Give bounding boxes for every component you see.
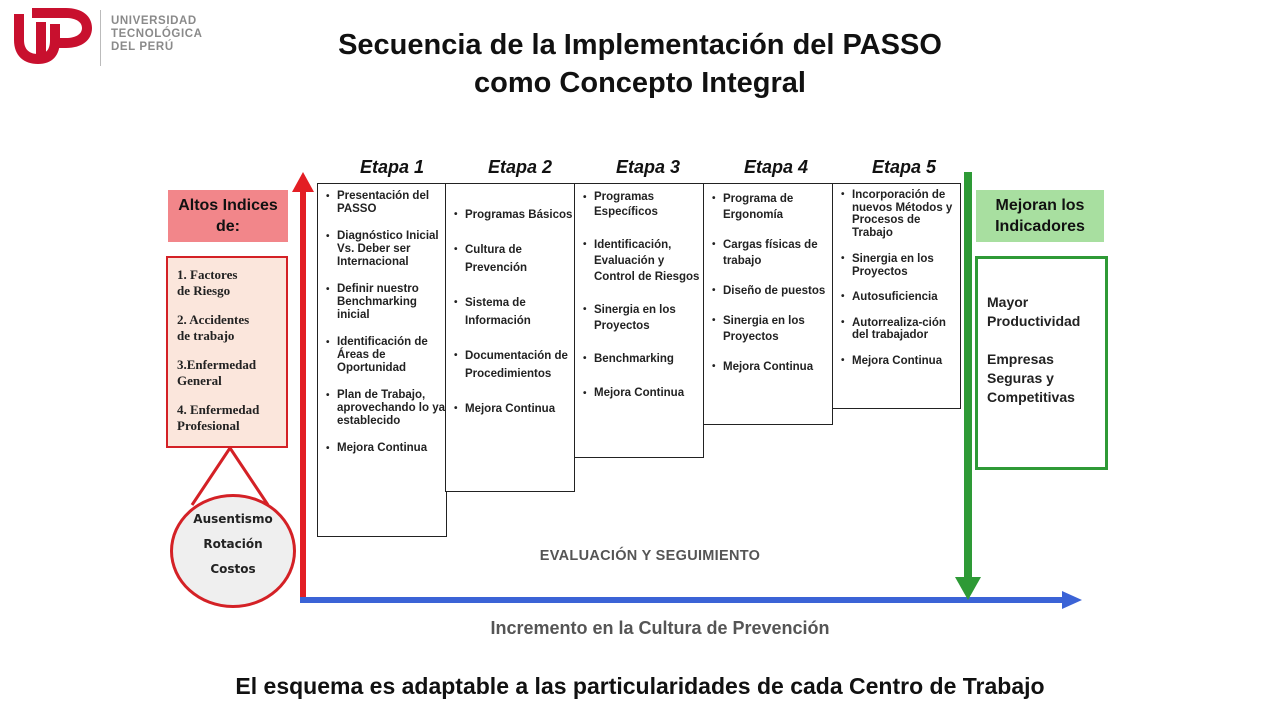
stage-5-box [832,183,961,409]
stage-3-item: • Programas Específicos [583,190,703,220]
stage-1-item: • Plan de Trabajo, aprovechando lo ya establecido [326,389,446,428]
evaluation-label: EVALUACIÓN Y SEGUIMIENTO [539,548,761,564]
stage-4-item: • Mejora Continua [712,359,832,375]
high-indices-header: Altos Indices de: [168,190,288,242]
stage-5-item: • Mejora Continua [841,355,960,368]
green-vertical-arrow-shaft [964,172,972,580]
stage-4-box [703,183,833,425]
stage-1-item: • Identificación de Áreas de Oportunidad [326,336,446,375]
stage-1-item: • Presentación del PASSO [326,190,446,216]
title-line-1: Secuencia de la Implementación del PASSO [338,29,942,61]
stage-1-item: • Definir nuestro Benchmarking inicial [326,283,446,322]
title-line-2: como Concepto Integral [474,67,806,99]
stage-1-header: Etapa 1 [359,157,425,177]
stage-5-header: Etapa 5 [871,157,937,177]
improve-indicators-header: Mejoran los Indicadores [976,190,1104,242]
results-box [975,256,1108,470]
red-arrow-head-icon [292,172,314,192]
red-vertical-arrow-shaft [300,190,306,600]
stage-3-item: • Sinergia en los Proyectos [583,302,703,334]
stage-5-item: • Incorporación de nuevos Métodos y Procesos de Trabajo [841,189,960,239]
stage-1-box [317,183,447,537]
blue-horizontal-arrow-shaft [300,597,1066,603]
stage-1-item: • Mejora Continua [326,442,446,455]
stage-2-item: • Documentación de Procedimientos [454,347,574,383]
stage-3-item: • Benchmarking [583,351,703,367]
factor-item: 4. Enfermedad Profesional [177,402,260,433]
stage-5-item: • Autosuficiencia [841,291,960,304]
stage-3-header: Etapa 3 [615,157,681,177]
stage-4-item: • Programa de Ergonomía [712,191,832,223]
consequence-item: Ausentismo [193,512,273,526]
stage-2-item: • Programas Básicos [454,206,574,224]
stage-4-item: • Cargas físicas de trabajo [712,237,832,269]
axis-label: Incremento en la Cultura de Prevención [490,618,830,638]
result-item: Mayor Productividad [987,294,1081,329]
factor-item: 2. Accidentes de trabajo [177,312,250,343]
consequence-item: Costos [210,562,256,576]
stage-2-box [445,183,575,492]
green-arrow-head-icon [955,577,981,600]
consequence-item: Rotación [203,537,263,551]
factor-item: 1. Factores de Riesgo [177,267,238,298]
result-item: Empresas Seguras y Competitivas [987,351,1075,405]
stage-2-item: • Sistema de Información [454,294,574,330]
stage-5-item: • Sinergia en los Proyectos [841,253,960,278]
stage-2-item: • Mejora Continua [454,400,574,418]
stage-4-item: • Sinergia en los Proyectos [712,313,832,345]
blue-arrow-head-icon [1062,591,1082,609]
stage-5-item: • Autorrealiza-ción del trabajador [841,317,960,342]
risk-factors-box [166,256,288,448]
stage-1-item: • Diagnóstico Inicial Vs. Deber ser Internacional [326,230,446,269]
factor-item: 3.Enfermedad General [177,357,257,388]
footer-note: El esquema es adaptable a las particularidades de cada Centro de Trabajo [235,673,1045,699]
stage-3-item: • Mejora Continua [583,387,703,400]
stage-3-box [574,183,704,458]
stage-4-header: Etapa 4 [743,157,809,177]
logo-text: UNIVERSIDAD TECNOLÓGICA DEL PERÚ [111,15,203,53]
stage-4-item: • Diseño de puestos [712,283,832,299]
stage-2-item: • Cultura de Prevención [454,241,574,277]
stage-2-header: Etapa 2 [487,157,553,177]
stage-3-item: • Identificación, Evaluación y Control de Riesgos [583,237,703,285]
consequences-circle [170,494,296,608]
